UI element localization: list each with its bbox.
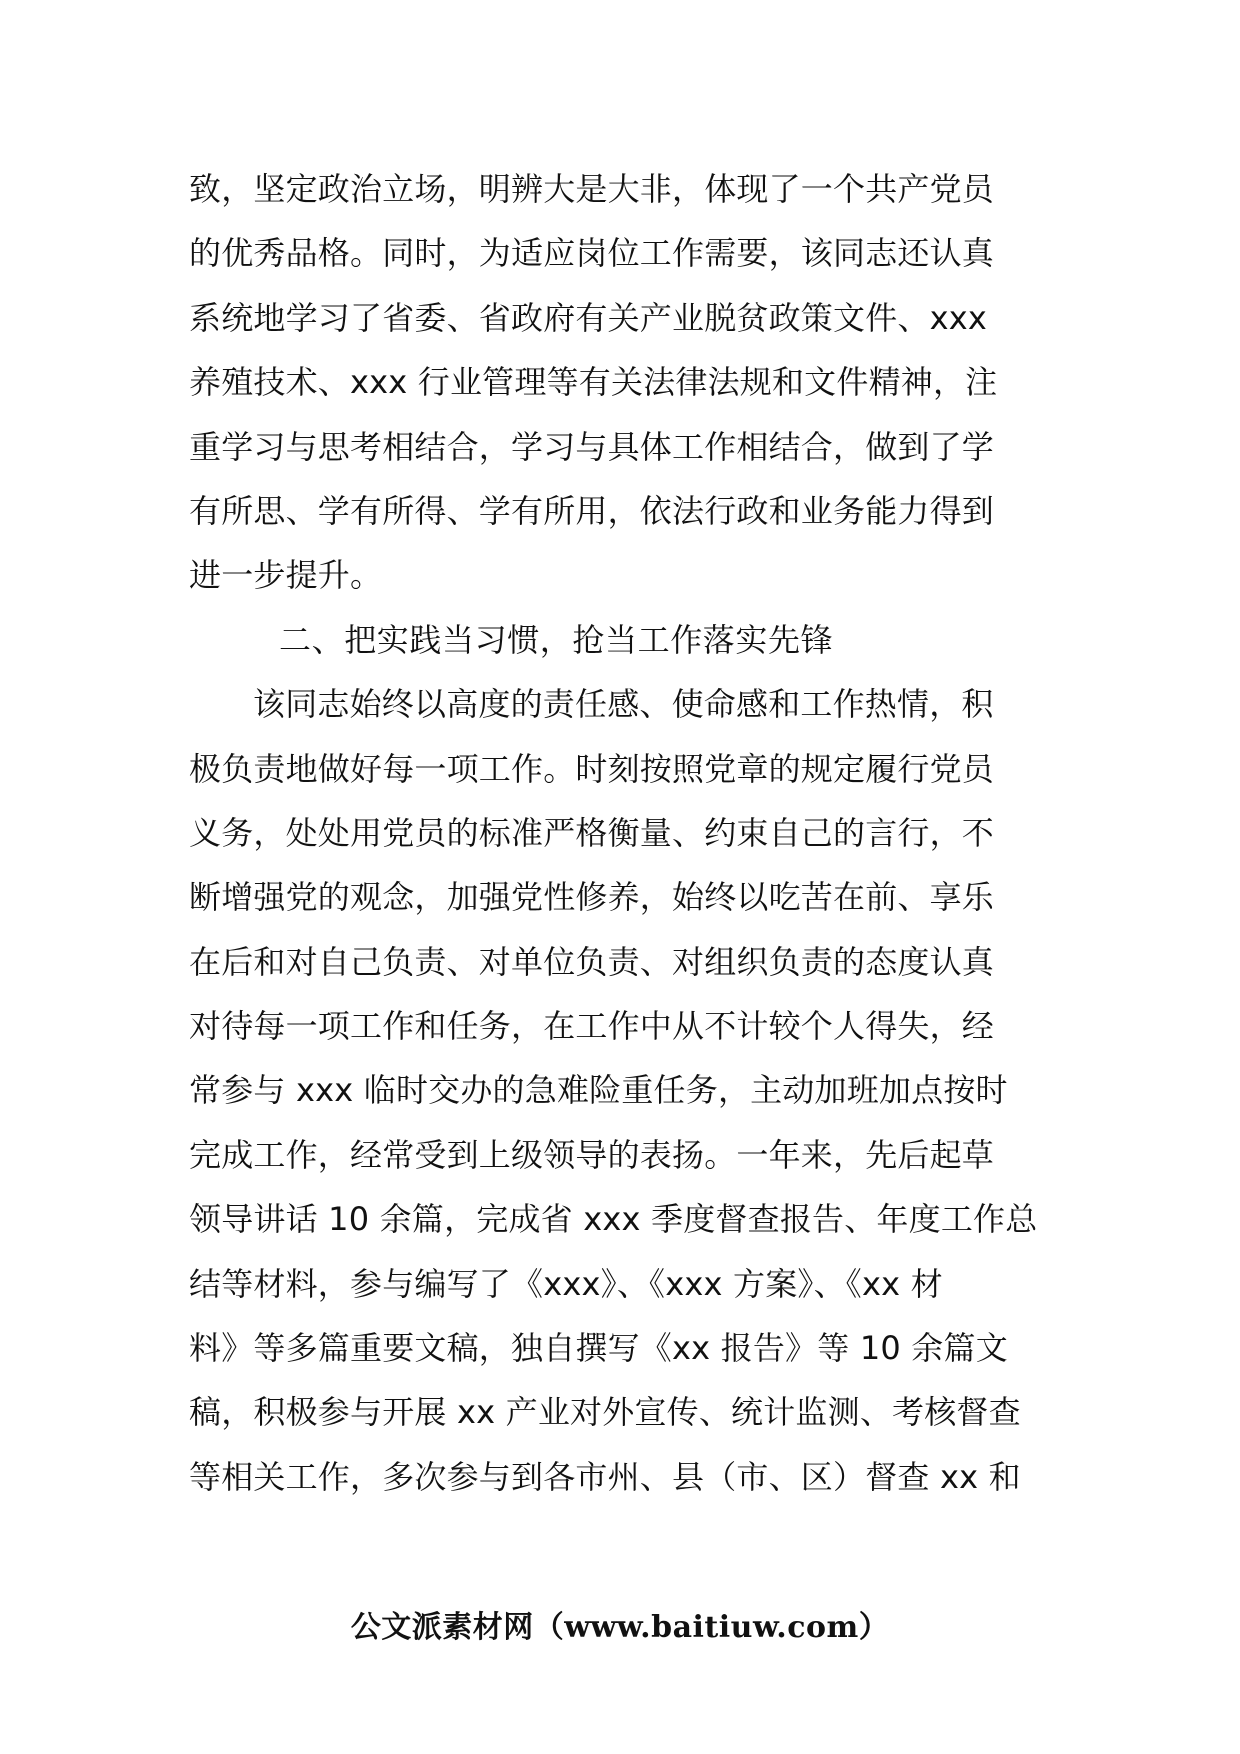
paragraph-line: 该同志始终以高度的责任感、使命感和工作热情，积 (253, 685, 994, 724)
paragraph-line: 常参与 xxx 临时交办的急难险重任务，主动加班加点按时 (189, 1071, 1008, 1110)
paragraph-line: 稿，积极参与开展 xx 产业对外宣传、统计监测、考核督查 (189, 1393, 1021, 1432)
paragraph-line: 有所思、学有所得、学有所用，依法行政和业务能力得到 (189, 491, 995, 530)
paragraph-line: 进一步提升。 (189, 556, 383, 595)
paragraph-line: 在后和对自己负责、对单位负责、对组织负责的态度认真 (189, 942, 995, 981)
section-heading: 二、把实践当习惯，抢当工作落实先锋 (279, 620, 834, 659)
paragraph-line: 义务，处处用党员的标准严格衡量、约束自己的言行，不 (189, 813, 995, 852)
paragraph-line: 养殖技术、xxx 行业管理等有关法律法规和文件精神，注 (189, 363, 998, 402)
paragraph-line: 等相关工作，多次参与到各市州、县（市、区）督查 xx 和 (189, 1457, 1021, 1496)
document-body (189, 157, 1059, 1509)
footer-watermark: 公文派素材网（www.baitiuw.com） (350, 1610, 890, 1645)
paragraph-line: 断增强党的观念，加强党性修养，始终以吃苦在前、享乐 (189, 878, 995, 917)
paragraph-line: 的优秀品格。同时，为适应岗位工作需要，该同志还认真 (189, 234, 995, 273)
paragraph-line: 领导讲话 10 余篇，完成省 xxx 季度督查报告、年度工作总 (189, 1200, 1038, 1239)
paragraph-line: 致，坚定政治立场，明辨大是大非，体现了一个共产党员 (189, 170, 995, 208)
paragraph-line: 完成工作，经常受到上级领导的表扬。一年来，先后起草 (189, 1135, 995, 1174)
paragraph-line: 重学习与思考相结合，学习与具体工作相结合，做到了学 (189, 427, 995, 466)
paragraph-line: 对待每一项工作和任务，在工作中从不计较个人得失，经 (189, 1007, 995, 1046)
paragraph-line: 结等材料，参与编写了《xxx》、《xxx 方案》、《xx 材 (189, 1264, 943, 1303)
paragraph-line: 料》等多篇重要文稿，独自撰写《xx 报告》等 10 余篇文 (189, 1329, 1008, 1368)
paragraph-line: 系统地学习了省委、省政府有关产业脱贫政策文件、xxx (189, 298, 988, 337)
paragraph-line: 极负责地做好每一项工作。时刻按照党章的规定履行党员 (189, 749, 995, 788)
